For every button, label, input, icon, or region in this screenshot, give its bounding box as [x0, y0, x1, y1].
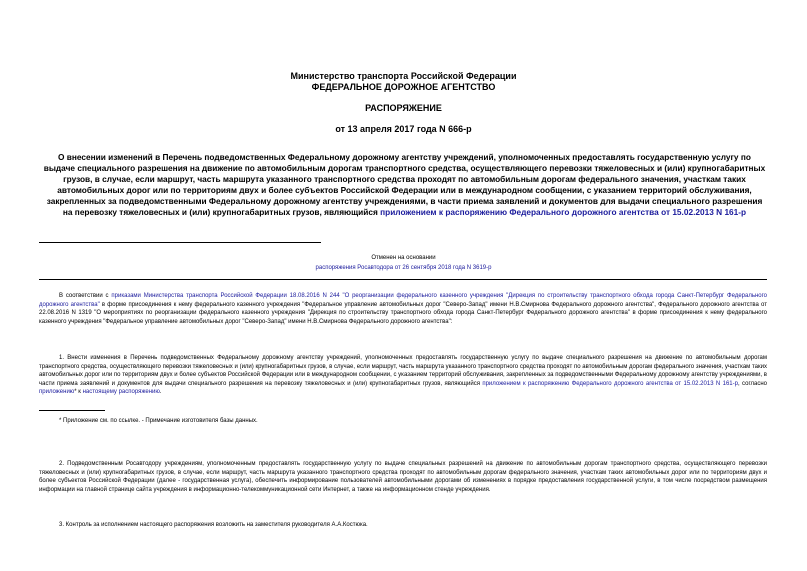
item-1-link-annex[interactable]: приложением к распоряжению Федерального дорожного агентства от 15.02.2013 N 161-р: [482, 380, 738, 387]
preamble-text-1: В соответствии с: [59, 293, 112, 299]
ministry-name: Министерство транспорта Российской Федерации: [290, 71, 517, 81]
agency-name: ФЕДЕРАЛЬНОЕ ДОРОЖНОЕ АГЕНТСТВО: [311, 82, 496, 92]
cancel-note-link-row: [0, 264, 807, 273]
item-1-text-2: , согласно: [737, 380, 767, 387]
item-1-text-1: 1. Внести изменения в Перечень подведомственных Федеральному дорожному агентству учреждений, уполномоченных предоставлять государственную услугу по выдаче специального разрешения на движение по автомобильным дорогам транспортного средства, осуществляющего перевозки тяжеловесных и (или) крупногабаритных грузов, в случае, если маршрут, часть маршрута указанного транспортного средства проходят по автомобильным дорогам федерального значения, участкам таких автомобильных дорог или по территориям двух и более субъектов Российской Федерации или в международном сообщении, с указанием территорий обслуживания, закрепленных за подведомственными Федеральному дорожному агентству учреждениями, в части приема заявлений и документов для выдачи специального разрешения на перевозку тяжеловесных и (или) крупногабаритных грузов, являющийся: [39, 355, 767, 387]
item-2-text: 2. Подведомственным Росавтодору учреждениям, уполномоченным предоставлять государственную услугу по выдаче специальных разрешений на движение по автомобильным дорогам транспортного средства, осуществляющего перевозки тяжеловесных и (или) крупногабаритных грузов, в случае, если маршрут, часть маршрута указанного транспортного средства проходят по автомобильным дорогам федерального значения, участкам таких автомобильных дорог или по территориям двух и более субъектов Российской Федерации (далее - государственная услуга), обеспечить информирование пользователей автомобильными дорогами об изменениях в порядке предоставления государственной услуги, в том числе посредством размещения информации на главной странице сайта учреждения в информационно-телекоммуникационной сети Интернет, а также на информационном стенде учреждения.: [39, 461, 767, 493]
item-1-text-4: .: [159, 389, 162, 396]
item-2-paragraph: [39, 460, 767, 494]
footnote-text: * Приложение см. по ссылке. - Примечание изготовителя базы данных.: [59, 418, 258, 424]
footnote: [39, 417, 767, 426]
footnote-separator: [39, 410, 105, 411]
title-text: О внесении изменений в Перечень подведомственных Федеральному дорожному агентству учреждений, уполномоченных предоставлять государственную услугу по выдаче специального разрешения на движение по автомобильным дорогам транспортного средства, осуществляющего перевозки тяжеловесных и (или) крупногабаритных грузов, в случае, если маршрут, часть маршрута указанного транспортного средства проходят по автомобильным дорогам федерального значения, участкам таких автомобильных дорог или по территориям двух и более субъектов Российской Федерации или в международном сообщении, с указанием территорий обслуживания, закрепленных за подведомственными Федеральному дорожному агентству учреждениями, в части приема заявлений и документов для выдачи специального разрешения на перевозку тяжеловесных и (или) крупногабаритных грузов, являющийся: [43, 152, 766, 217]
preamble-link[interactable]: приказами Министерства транспорта Российской Федерации 18.08.2016 N 244 "О реорганизации федерального казенного учреждения "Дирекция по строительству транспортного обхода города Санкт-Петербург Федерального дорожного агентства": [39, 293, 767, 308]
item-1-text-3: * к: [74, 389, 83, 396]
item-3-paragraph: [39, 521, 767, 530]
preamble-text-2: в форме присоединения к нему федерального казенного учреждения "Федеральное управление автомобильных дорог "Северо-Запад" имени Н.В.Смирнова Федерального дорожного агентства", Федерального дорожного агентства от 22.08.2016 N 1319 "О мероприятиях по реорганизации федерального казенного учреждения "Дирекция по строительству транспортного обхода города Санкт-Петербург Федерального дорожного агентства" в форме присоединения к нему федерального казенного учреждения "Федеральное управление автомобильных дорог "Северо-Запад" имени Н.В.Смирнова Федерального дорожного агентства":: [39, 301, 768, 325]
document-date: от 13 апреля 2017 года N 666-р: [335, 124, 472, 134]
separator-line: [39, 242, 321, 243]
item-1-paragraph: [39, 354, 767, 397]
preamble-paragraph: [39, 292, 767, 326]
document-type: РАСПОРЯЖЕНИЕ: [365, 103, 442, 113]
cancel-link[interactable]: распоряжения Росавтодора от 26 сентября 2018 года N 3619-р: [315, 265, 492, 271]
cancel-note: Отменен на основании: [371, 255, 436, 261]
document-title: [42, 152, 767, 218]
item-1-link-appendix[interactable]: приложению: [39, 389, 75, 396]
title-link[interactable]: приложением к распоряжению Федерального дорожного агентства от 15.02.2013 N 161-р: [380, 207, 747, 217]
separator-line-full: [39, 279, 767, 280]
item-1-link-order[interactable]: настоящему распоряжению: [82, 389, 160, 396]
item-3-text: 3. Контроль за исполнением настоящего распоряжения возложить на заместителя руководителя А.А.Костюка.: [59, 522, 368, 528]
